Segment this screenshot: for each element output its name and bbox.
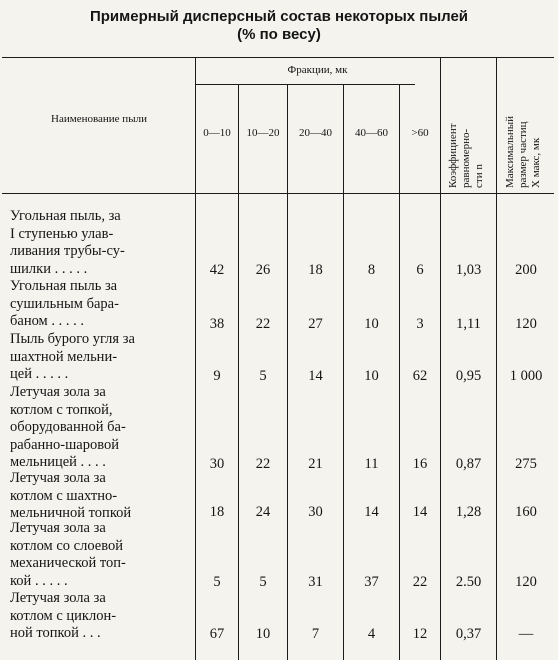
row-name-line: шилки . . . . . xyxy=(10,260,88,277)
row-name-line: кой . . . . . xyxy=(10,572,68,589)
cell-0-10: 5 xyxy=(213,574,221,590)
cell-coefficient: 0,37 xyxy=(455,626,482,642)
cell-coefficient: 0,87 xyxy=(455,456,482,472)
cell-coefficient: 2.50 xyxy=(455,574,482,590)
col-divider xyxy=(195,57,196,660)
cell-over-60: 16 xyxy=(412,456,428,472)
cell-0-10: 67 xyxy=(209,626,225,642)
cell-0-10: 42 xyxy=(209,262,225,278)
cell-max-size: 275 xyxy=(515,456,537,472)
table-title xyxy=(0,8,558,44)
row-name-line: мельничной топкой xyxy=(10,505,132,522)
row-name-line: механической топ- xyxy=(10,555,126,572)
cell-40-60: 10 xyxy=(364,316,379,332)
header-coefficient xyxy=(447,123,486,188)
cell-max-size: 160 xyxy=(515,504,537,520)
row-name-line: котлом с циклон- xyxy=(10,607,117,624)
row-name-line: Летучая зола за xyxy=(10,470,106,486)
cell-coefficient: 1,03 xyxy=(455,262,482,278)
cell-max-size: 120 xyxy=(515,574,537,590)
cell-40-60: 37 xyxy=(364,574,379,590)
cell-0-10: 30 xyxy=(209,456,225,472)
cell-coefficient: 1,28 xyxy=(455,504,482,520)
row-name-line: оборудованной ба- xyxy=(10,419,126,436)
row-name-line: Угольная пыль, за xyxy=(10,208,121,224)
col-divider xyxy=(440,57,441,660)
cell-max-size: 120 xyxy=(515,316,537,332)
cell-0-10: 18 xyxy=(209,504,225,520)
row-name xyxy=(10,520,188,590)
row-name-line: Угольная пыль за xyxy=(10,278,118,294)
cell-20-40: 18 xyxy=(308,262,323,278)
row-name-line: котлом с шахтно- xyxy=(10,487,118,504)
row-name-line: Пыль бурого угля за xyxy=(10,331,135,347)
cell-0-10: 38 xyxy=(209,316,225,332)
table-top-rule xyxy=(2,57,554,58)
cell-10-20: 26 xyxy=(255,262,271,278)
header-fractions: Фракции, мк xyxy=(287,64,348,76)
row-name-line: цей . . . . . xyxy=(10,366,69,383)
row-name-line: ливания трубы-су- xyxy=(10,243,125,260)
cell-0-10: 9 xyxy=(213,368,221,384)
row-name-line: шахтной мельни- xyxy=(10,348,118,365)
header-max-size-line: X макс, мк xyxy=(530,137,542,188)
cell-40-60: 11 xyxy=(364,456,379,472)
cell-over-60: 6 xyxy=(416,262,424,278)
cell-10-20: 22 xyxy=(255,316,271,332)
fractions-underline xyxy=(196,84,415,85)
header-fraction-40-60: 40—60 xyxy=(355,127,388,139)
cell-20-40: 31 xyxy=(308,574,323,590)
row-name-line: котлом с топкой, xyxy=(10,401,113,418)
cell-20-40: 27 xyxy=(308,316,323,332)
cell-40-60: 8 xyxy=(367,262,376,278)
cell-coefficient: 1,11 xyxy=(456,316,481,332)
row-name-line: I ступенью улав- xyxy=(10,225,114,242)
cell-20-40: 21 xyxy=(308,456,323,472)
table-subtitle-line: (% по весу) xyxy=(237,26,321,43)
row-name xyxy=(10,590,188,643)
cell-over-60: 12 xyxy=(412,626,428,642)
cell-over-60: 62 xyxy=(412,368,428,384)
header-coefficient-line: равномерно- xyxy=(460,128,472,188)
row-name xyxy=(10,208,188,278)
row-name-line: Летучая зола за xyxy=(10,384,106,400)
header-coefficient-line: сти n xyxy=(473,164,485,188)
cell-over-60: 14 xyxy=(412,504,428,520)
header-max-size xyxy=(504,116,543,188)
cell-10-20: 22 xyxy=(255,456,271,472)
cell-over-60: 22 xyxy=(412,574,428,590)
row-name xyxy=(10,278,188,331)
header-max-size-line: Максимальный xyxy=(504,115,516,188)
cell-10-20: 24 xyxy=(255,504,271,520)
table-title-line: Примерный дисперсный состав некоторых пылей xyxy=(89,8,469,25)
row-name-line: ной топкой . . . xyxy=(10,625,101,642)
header-coefficient-line: Коэффициент xyxy=(447,123,459,188)
row-name-line: котлом со слоевой xyxy=(10,537,123,554)
cell-10-20: 5 xyxy=(259,368,267,384)
row-name-line: мельницей . . . . xyxy=(10,454,106,471)
cell-10-20: 10 xyxy=(255,626,271,642)
row-name-line: рабанно-шаровой xyxy=(10,436,119,453)
row-name xyxy=(10,470,188,523)
header-fraction-20-40: 20—40 xyxy=(299,127,332,139)
cell-max-size: — xyxy=(518,626,534,642)
row-name-line: Летучая зола за xyxy=(10,590,106,606)
row-name-line: сушильным бара- xyxy=(10,295,119,312)
header-bottom-rule xyxy=(2,193,554,194)
cell-40-60: 10 xyxy=(364,368,379,384)
cell-10-20: 5 xyxy=(259,574,267,590)
header-fraction-over-60: >60 xyxy=(411,127,429,139)
row-name xyxy=(10,384,188,472)
cell-over-60: 3 xyxy=(416,316,424,332)
cell-coefficient: 0,95 xyxy=(455,368,482,384)
header-fraction-0-10: 0—10 xyxy=(203,127,231,139)
row-name xyxy=(10,331,188,384)
header-name: Наименование пыли xyxy=(51,113,147,125)
cell-max-size: 1 000 xyxy=(509,368,543,384)
cell-40-60: 14 xyxy=(364,504,379,520)
cell-20-40: 14 xyxy=(308,368,323,384)
row-name-line: баном . . . . . xyxy=(10,313,84,330)
cell-40-60: 4 xyxy=(367,626,376,642)
cell-20-40: 30 xyxy=(308,504,323,520)
cell-max-size: 200 xyxy=(515,262,537,278)
cell-20-40: 7 xyxy=(311,626,320,642)
row-name-line: Летучая зола за xyxy=(10,520,106,536)
header-max-size-line: размер частиц xyxy=(517,121,529,188)
header-fraction-10-20: 10—20 xyxy=(246,127,280,139)
col-divider xyxy=(496,57,497,660)
